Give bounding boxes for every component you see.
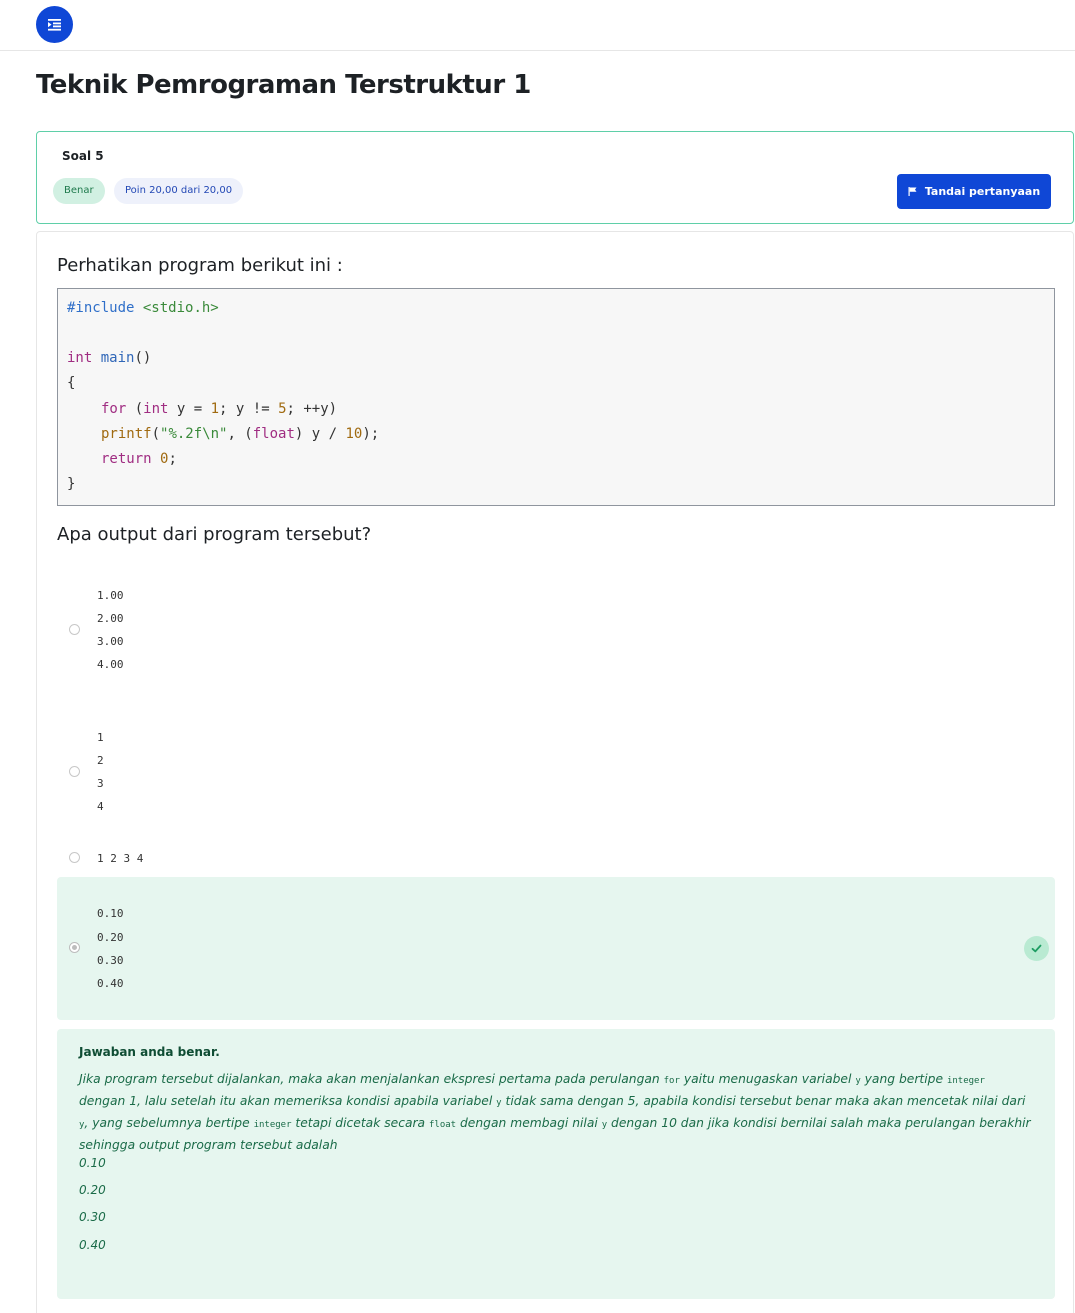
code-token: ; (168, 451, 177, 467)
code-token: "%.2f\n" (160, 426, 228, 442)
flag-button-label: Tandai pertanyaan (924, 185, 1041, 198)
answer-option[interactable] (57, 844, 1055, 874)
feedback-value: 0.30 (79, 1210, 106, 1224)
code-token: 5 (278, 401, 287, 417)
feedback-code: integer (253, 1120, 292, 1130)
feedback-code: y (79, 1120, 85, 1130)
code-token: ); (362, 426, 380, 442)
feedback-explanation (79, 1069, 1034, 1155)
code-token: printf (101, 426, 152, 442)
code-token: return (101, 451, 152, 467)
code-token: #include (67, 300, 135, 316)
option-line: 1 2 3 4 (97, 852, 144, 865)
code-line (67, 350, 151, 366)
status-badge: Benar (53, 178, 105, 204)
feedback-title: Jawaban anda benar. (79, 1045, 220, 1059)
code-line: { (67, 375, 76, 391)
code-line (101, 401, 337, 417)
code-token: 1 (210, 401, 220, 417)
page-title: Teknik Pemrograman Terstruktur 1 (36, 70, 531, 100)
option-line: 1 (97, 731, 104, 744)
code-line (101, 451, 177, 467)
code-line (67, 300, 219, 316)
code-token: ; y != (219, 401, 279, 417)
code-token: int (143, 401, 169, 417)
feedback-value: 0.20 (79, 1183, 106, 1197)
feedback-text: dengan 1, lalu setelah itu akan memeriksa kondisi apabila variabel (79, 1094, 497, 1108)
code-line (101, 426, 379, 442)
option-line: 0.10 (97, 907, 124, 920)
feedback-text: yang bertipe (860, 1072, 947, 1086)
answer-radio-selected[interactable] (69, 942, 80, 953)
answer-radio[interactable] (69, 766, 80, 777)
code-token: 0 (160, 451, 169, 467)
course-index-toggle-button[interactable] (36, 6, 73, 43)
question-intro: Perhatikan program berikut ini : (57, 255, 343, 276)
answer-option[interactable] (57, 717, 1055, 827)
feedback-code: for (663, 1076, 680, 1086)
feedback-code: integer (946, 1076, 985, 1086)
feedback-text: , yang sebelumnya bertipe (84, 1116, 254, 1130)
code-token: , ( (227, 426, 253, 442)
flag-icon (908, 187, 917, 196)
code-token: <stdio.h> (134, 300, 219, 316)
feedback-text: Jika program tersebut dijalankan, maka akan menjalankan ekspresi pertama pada perulangan (79, 1072, 664, 1086)
feedback-value: 0.10 (79, 1156, 106, 1170)
flag-question-button[interactable] (897, 174, 1051, 209)
code-line: } (67, 476, 76, 492)
option-line: 2.00 (97, 612, 124, 625)
check-circle-icon (1024, 936, 1049, 961)
code-token: y = (168, 401, 211, 417)
option-line: 4 (97, 800, 104, 813)
feedback-code: y (496, 1098, 502, 1108)
question-prompt: Apa output dari program tersebut? (57, 524, 372, 545)
code-token: for (101, 401, 127, 417)
feedback-text: tidak sama dengan 5, apabila kondisi tersebut benar maka akan mencetak nilai dari (501, 1094, 1026, 1108)
question-card (36, 231, 1074, 1313)
code-token: main (92, 350, 135, 366)
points-badge: Poin 20,00 dari 20,00 (114, 178, 243, 204)
code-token: ( (151, 426, 161, 442)
code-token: ; ++y) (286, 401, 338, 417)
code-token: int (67, 350, 93, 366)
feedback-code: y (601, 1120, 608, 1130)
question-info-card (36, 131, 1074, 224)
option-line: 1.00 (97, 589, 124, 602)
option-line: 0.30 (97, 954, 124, 967)
option-line: 0.20 (97, 931, 124, 944)
answer-option[interactable] (57, 575, 1055, 685)
answer-option-correct[interactable] (57, 877, 1055, 1020)
top-bar (0, 0, 1075, 51)
code-token: () (134, 350, 152, 366)
feedback-box (57, 1029, 1055, 1299)
option-line: 4.00 (97, 658, 124, 671)
option-line: 2 (97, 754, 104, 767)
feedback-text: dengan 10 dan jika kondisi bernilai salah maka perulangan berakhir sehingga output program tersebut adalah (79, 1116, 1031, 1152)
feedback-text: yaitu menugaskan variabel (679, 1072, 856, 1086)
feedback-value: 0.40 (79, 1238, 106, 1252)
code-token (152, 451, 160, 467)
feedback-code: y (855, 1076, 861, 1086)
option-line: 3 (97, 777, 104, 790)
feedback-text: dengan membagi nilai (456, 1116, 602, 1130)
code-token: ) y / (294, 426, 346, 442)
menu-indent-icon (48, 18, 61, 31)
code-token: 10 (345, 426, 363, 442)
feedback-code: float (429, 1120, 457, 1130)
answer-radio[interactable] (69, 624, 80, 635)
code-token: float (252, 426, 295, 442)
feedback-text: tetapi dicetak secara (291, 1116, 429, 1130)
option-line: 3.00 (97, 635, 124, 648)
option-line: 0.40 (97, 977, 124, 990)
question-number: Soal 5 (62, 149, 104, 163)
code-block (57, 288, 1055, 506)
answer-radio[interactable] (69, 852, 80, 863)
code-token: ( (126, 401, 144, 417)
